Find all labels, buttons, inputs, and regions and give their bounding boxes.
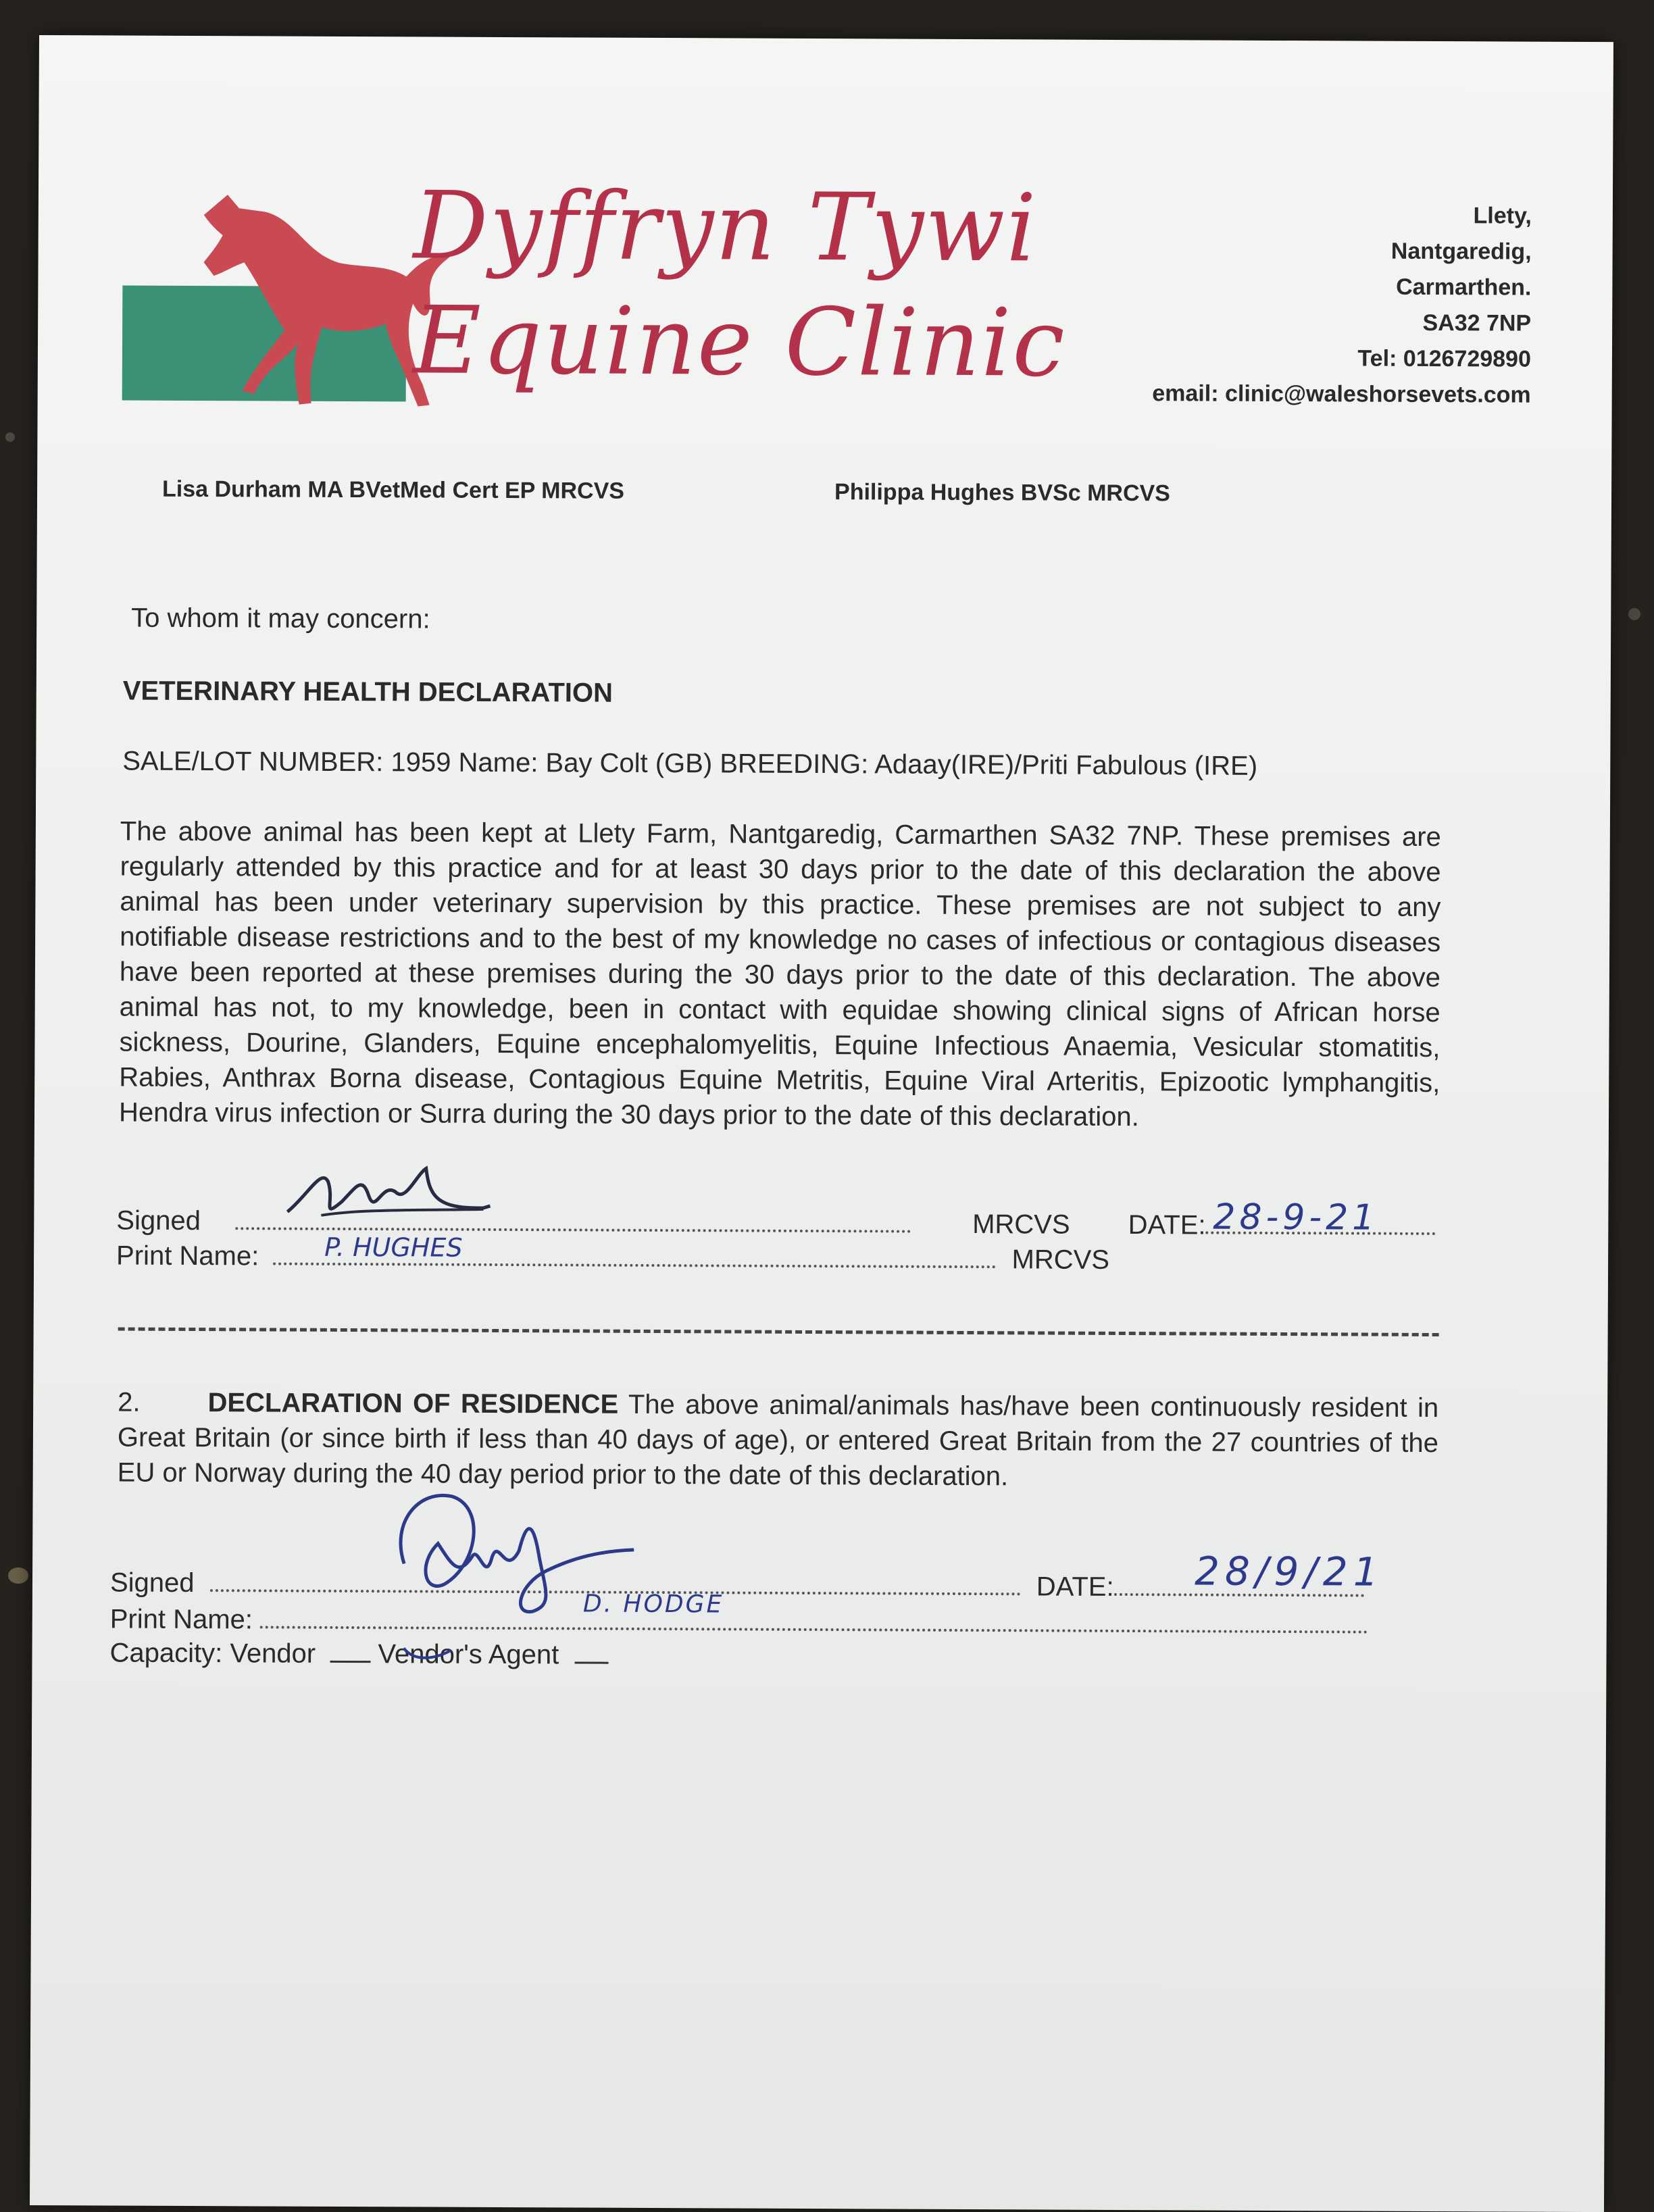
print-name-row: [116, 1241, 1109, 1276]
print-name-handwritten: P. HUGHES: [324, 1232, 463, 1263]
signature-hughes-icon: [280, 1155, 497, 1236]
background-speck: [5, 432, 15, 442]
date-handwritten: 28/9/21: [1194, 1548, 1384, 1595]
vendor-agent-label: Vendor's Agent: [378, 1639, 559, 1670]
clinic-name-line2: Equine Clinic: [412, 286, 1067, 398]
date-handwritten: 28-9-21: [1213, 1197, 1379, 1238]
address-line: Llety,: [1473, 203, 1532, 229]
background-speck: [1628, 608, 1640, 620]
clinic-name-line1: Dyffryn Tywi: [413, 171, 1038, 283]
section-number: 2.: [118, 1387, 141, 1417]
address-line: Nantgaredig,: [1390, 238, 1532, 265]
vendor-blank: [330, 1661, 370, 1663]
date-label: DATE:: [1128, 1210, 1206, 1240]
mrcvs-label: MRCVS: [1011, 1245, 1110, 1275]
salutation: To whom it may concern:: [131, 603, 430, 634]
clinic-tel: Tel: 0126729890: [1357, 345, 1532, 372]
clinic-email: email: clinic@waleshorsevets.com: [1152, 380, 1531, 408]
print-name-label: Print Name:: [109, 1604, 253, 1635]
residence-text: The above animal/animals has/have been continuously resident in Great Britain (or since birth if less than 40 days of age), or entered Great Britain from the 27 countries of the EU or Norway during the 40 day period prior to the date of this declaration.: [117, 1389, 1439, 1492]
signed-row: [110, 1567, 1364, 1603]
document-page: [30, 35, 1613, 2212]
print-name-handwritten: D. HODGE: [582, 1590, 724, 1619]
print-name-row: [110, 1604, 1368, 1640]
declaration-paragraph: The above animal has been kept at Llety Farm, Nantgaredig, Carmarthen SA32 7NP. These premises are regularly attended by this practice and for at least 30 days prior to the date of this declaration the above animal has been under veterinary supervision by this practice. These premises are not subject to any notifiable disease restrictions and to the best of my knowledge no cases of infectious or contagious diseases have been reported at these premises during the 30 days prior to the date of this declaration. The above animal has not, to my knowledge, been in contact with equidae showing clinical signs of African horse sickness, Dourine, Glanders, Equine encephalomyelitis, Equine Infectious Anaemia, Vesicular stomatitis, Rabies, Anthrax Borna disease, Contagious Equine Metritis, Equine Viral Arteritis, Epizootic lymphangitis, Hendra virus infection or Surra during the 30 days prior to the date of this declaration.: [118, 816, 1441, 1132]
date-label: DATE:: [1036, 1572, 1114, 1602]
mrcvs-label: MRCVS: [972, 1209, 1070, 1240]
residence-declaration: [118, 1385, 1439, 1497]
vendor-agent-blank: [574, 1661, 608, 1663]
address-line: Carmarthen.: [1396, 274, 1532, 301]
print-name-label: Print Name:: [116, 1240, 259, 1272]
residence-heading: DECLARATION OF RESIDENCE: [207, 1388, 619, 1419]
vet-name: Lisa Durham MA BVetMed Cert EP MRCVS: [161, 476, 625, 504]
document-title: VETERINARY HEALTH DECLARATION: [122, 676, 613, 708]
section-separator: [118, 1328, 1439, 1337]
signed-label: Signed: [116, 1205, 201, 1236]
background-speck: [8, 1567, 28, 1584]
vendor-checkmark-icon: [400, 1638, 454, 1665]
vet-name: Philippa Hughes BVSc MRCVS: [834, 479, 1170, 507]
clinic-name: [412, 168, 1067, 401]
capacity-row: [109, 1638, 608, 1670]
address-line: SA32 7NP: [1422, 309, 1532, 336]
horse-logo-icon: [163, 188, 454, 412]
sale-lot-line: SALE/LOT NUMBER: 1959 Name: Bay Colt (GB) BREEDING: Adaay(IRE)/Priti Fabulous (IRE): [122, 746, 1258, 781]
capacity-label: Capacity: Vendor: [109, 1638, 316, 1669]
clinic-address: [1058, 197, 1532, 413]
signed-label: Signed: [109, 1567, 195, 1599]
print-name-line: [260, 1624, 1368, 1633]
